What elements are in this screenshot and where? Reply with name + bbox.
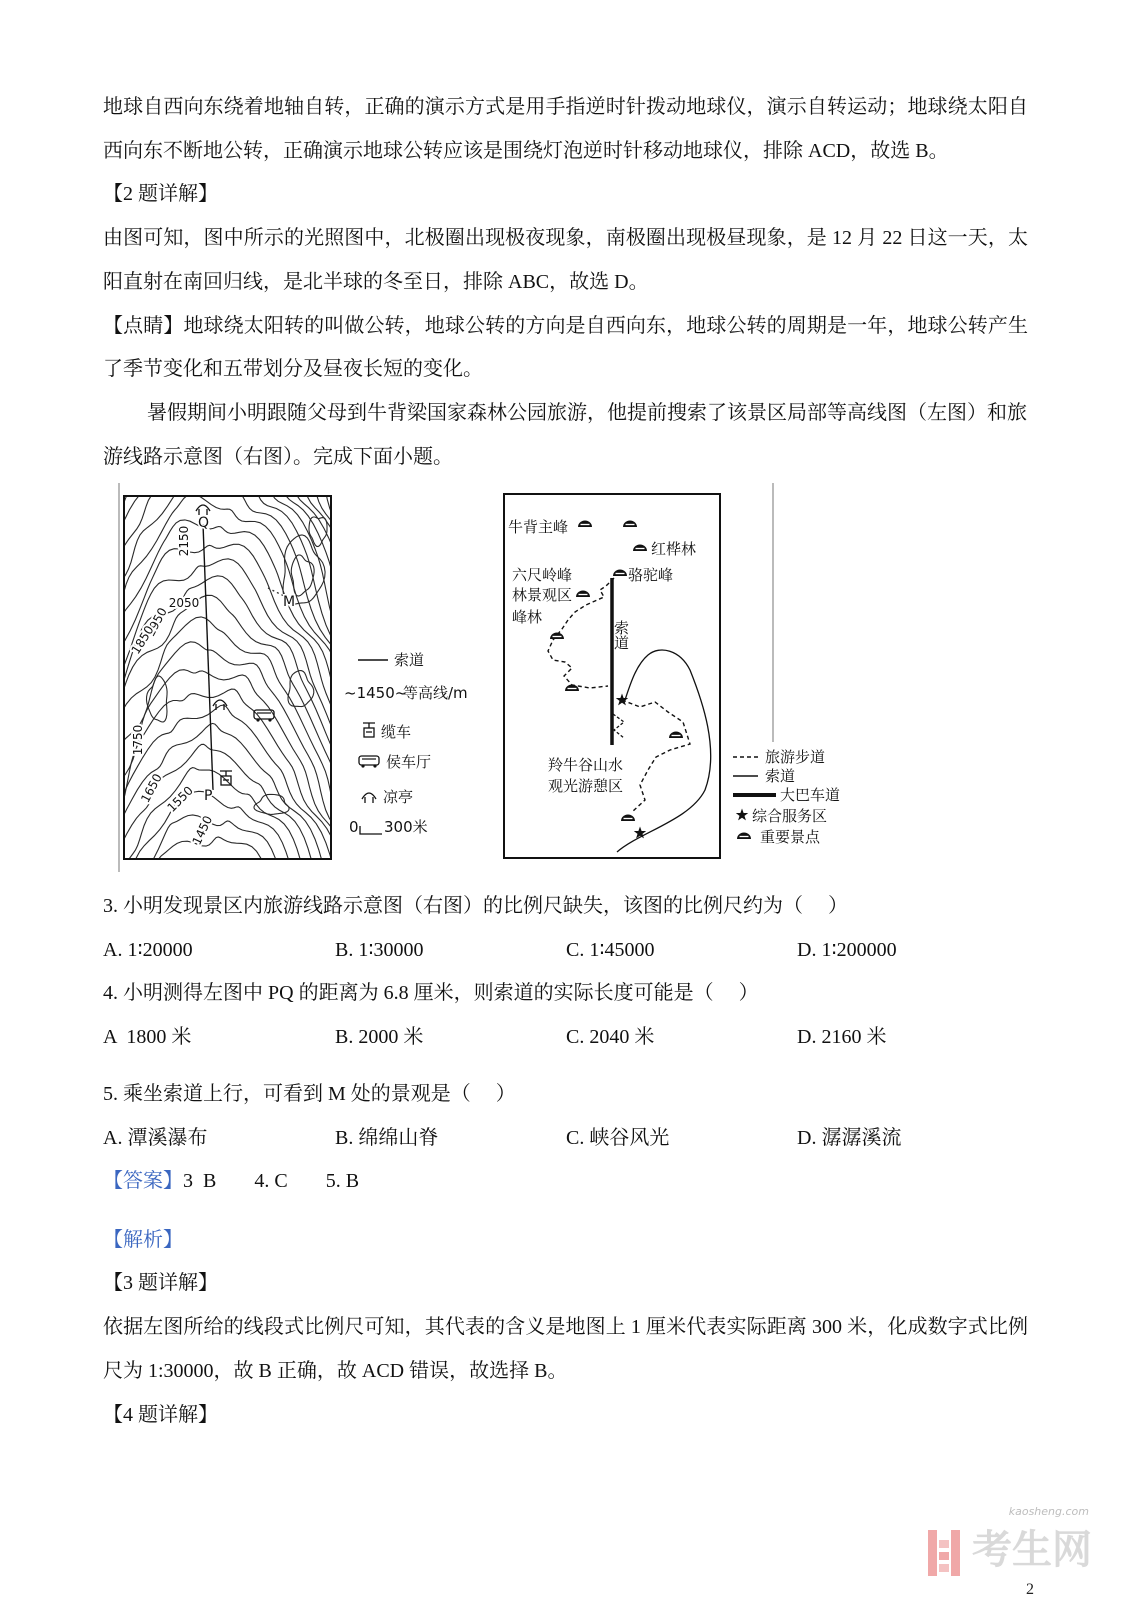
option-a: A. 1∶20000: [103, 939, 193, 961]
contour-label: 1650: [138, 771, 165, 805]
option-c: C. 1∶45000: [566, 939, 655, 961]
scenic-spot-icon: [669, 732, 683, 739]
intro-line-2: 西向东不断地公转，正确演示地球公转应该是围绕灯泡逆时针移动地球仪，排除 ACD，故选 B。: [103, 140, 949, 162]
legend-bus-road-label: 大巴车道: [780, 786, 841, 804]
scenic-spot-icon: [633, 545, 647, 552]
contour-label: 1550: [164, 783, 196, 815]
place-liuchi-line-3: 峰林: [512, 608, 543, 626]
answer-item: 4. C: [254, 1170, 288, 1192]
legend-scenic-icon: [737, 833, 751, 840]
q2-detail-line-1: 由图可知，图中所示的光照图中，北极圈出现极夜现象，南极圈出现极昼现象，是 12 月 22 日这一天，太: [103, 227, 1028, 249]
option-b: B. 1∶30000: [335, 939, 424, 961]
place-liuchi-line-2: 林景观区: [512, 586, 573, 604]
legend-cable-car-icon: [363, 723, 375, 737]
place-valley-line-2: 观光游憩区: [548, 777, 624, 795]
dianjing-line-2: 了季节变化和五带划分及昼夜长短的变化。: [103, 358, 483, 380]
q3-detail-line-1: 依据左图所给的线段式比例尺可知，其代表的含义是地图上 1 厘米代表实际距离 300 米，化成数字式比例: [103, 1316, 1028, 1338]
contour-map-legend: [344, 651, 468, 836]
scenic-spot-icon: [623, 521, 637, 528]
route-map-legend: [733, 748, 840, 846]
option-d: D. 1∶200000: [797, 939, 897, 961]
legend-scenic-label: 重要景点: [760, 828, 821, 846]
legend-cableway-label: 索道: [394, 651, 425, 669]
point-q-label: Q: [198, 515, 210, 531]
route-cableway-label: 索道: [612, 620, 630, 650]
q2-detail-heading: 【2 题详解】: [103, 183, 218, 205]
option-a: A. 潭溪瀑布: [103, 1127, 208, 1149]
question-3-stem: 3. 小明发现景区内旅游线路示意图（右图）的比例尺缺失，该图的比例尺约为（ ）: [103, 895, 848, 917]
scenic-spot-icon: [576, 591, 590, 598]
route-map: [504, 494, 720, 858]
trail-path-zigzag: [613, 714, 624, 738]
scenic-spot-icon: [621, 815, 635, 822]
legend-pavilion-icon: [362, 793, 376, 803]
stem-line-1: 暑假期间小明跟随父母到牛背梁国家森林公园旅游，他提前搜索了该景区局部等高线图（左图）和旅: [147, 402, 1027, 424]
contour-label: 1450: [189, 813, 216, 848]
scale-length-label: 300米: [384, 818, 428, 836]
page-number: 2: [1026, 1581, 1034, 1598]
watermark-url: kaosheng.com: [1008, 1505, 1089, 1518]
legend-contour-label: 等高线/m: [403, 684, 468, 702]
point-p-label: P: [204, 788, 213, 804]
scenic-spot-icon: [613, 570, 627, 577]
contour-label: 1750: [131, 724, 145, 756]
contour-label: 1850: [128, 623, 157, 657]
place-birch-forest: 红桦林: [651, 540, 697, 558]
legend-service-star-icon: [736, 809, 748, 821]
answer-item: 5. B: [325, 1170, 360, 1192]
option-d: D. 2160 米: [797, 1026, 887, 1048]
q3-detail-heading: 【3 题详解】: [103, 1272, 218, 1294]
q3-detail-line-2: 尺为 1:30000，故 B 正确，故 ACD 错误，故选择 B。: [103, 1360, 568, 1382]
legend-trail-label: 旅游步道: [765, 748, 826, 766]
scale-zero-label: 0: [349, 818, 359, 836]
answer-line: [103, 1167, 359, 1195]
question-5-options: [0, 1124, 1131, 1152]
question-3-options: [0, 936, 1131, 964]
watermark-brand: 考生网: [972, 1527, 1092, 1573]
legend-bus-shelter-label: 侯车厅: [386, 753, 432, 771]
legend-bus-icon: [359, 756, 379, 768]
legend-contour-sample: ~1450~: [344, 684, 408, 702]
place-valley-line-1: 羚牛谷山水: [548, 756, 624, 774]
contour-label: 1950: [143, 605, 170, 639]
q2-detail-line-2: 阳直射在南回归线，是北半球的冬至日，排除 ABC，故选 D。: [103, 271, 649, 293]
place-liuchi-line-1: 六尺岭峰: [512, 566, 573, 584]
question-4-stem: 4. 小明测得左图中 PQ 的距离为 6.8 厘米，则索道的实际长度可能是（ ）: [103, 982, 759, 1004]
option-b: B. 2000 米: [335, 1026, 424, 1048]
place-main-peak: 牛背主峰: [508, 518, 569, 536]
legend-cableway-label: 索道: [765, 767, 796, 785]
scenic-spot-icon: [550, 633, 564, 640]
option-d: D. 潺潺溪流: [797, 1127, 902, 1149]
option-c: C. 2040 米: [566, 1026, 655, 1048]
option-c: C. 峡谷风光: [566, 1127, 670, 1149]
scenic-spot-icon: [565, 685, 579, 692]
answer-item: 3 B: [183, 1170, 217, 1192]
stem-line-2: 游线路示意图（右图）。完成下面小题。: [103, 446, 453, 468]
scenic-spot-icon: [578, 521, 592, 528]
legend-service-label: 综合服务区: [752, 807, 828, 825]
legend-cable-car-label: 缆车: [381, 723, 412, 741]
question-5-stem: 5. 乘坐索道上行，可看到 M 处的景观是（ ）: [103, 1083, 516, 1105]
contour-label: 2050: [168, 596, 200, 610]
intro-line-1: 地球自西向东绕着地轴自转，正确的演示方式是用手指逆时针拨动地球仪，演示自转运动；地球绕太阳自: [103, 96, 1028, 118]
watermark-logo-icon: [926, 1528, 962, 1578]
question-4-options: [0, 1023, 1131, 1051]
scale-bar: [360, 826, 382, 834]
contour-label: 2150: [177, 525, 191, 557]
map-figure: [110, 478, 870, 878]
trail-path-right: [622, 700, 690, 812]
point-m-label: M: [283, 594, 296, 610]
dianjing-line-1: 【点睛】地球绕太阳转的叫做公转，地球公转的方向是自西向东，地球公转的周期是一年，地球公转产生: [103, 315, 1028, 337]
option-a: A 1800 米: [103, 1026, 192, 1048]
valley-boundary: [617, 650, 711, 852]
place-camel-peak: 骆驼峰: [628, 566, 674, 584]
contour-map: [110, 478, 359, 878]
q4-detail-heading: 【4 题详解】: [103, 1404, 218, 1426]
legend-pavilion-label: 凉亭: [383, 788, 414, 806]
answer-label: 【答案】: [103, 1170, 183, 1192]
option-b: B. 绵绵山脊: [335, 1127, 439, 1149]
analysis-label: 【解析】: [103, 1229, 183, 1251]
